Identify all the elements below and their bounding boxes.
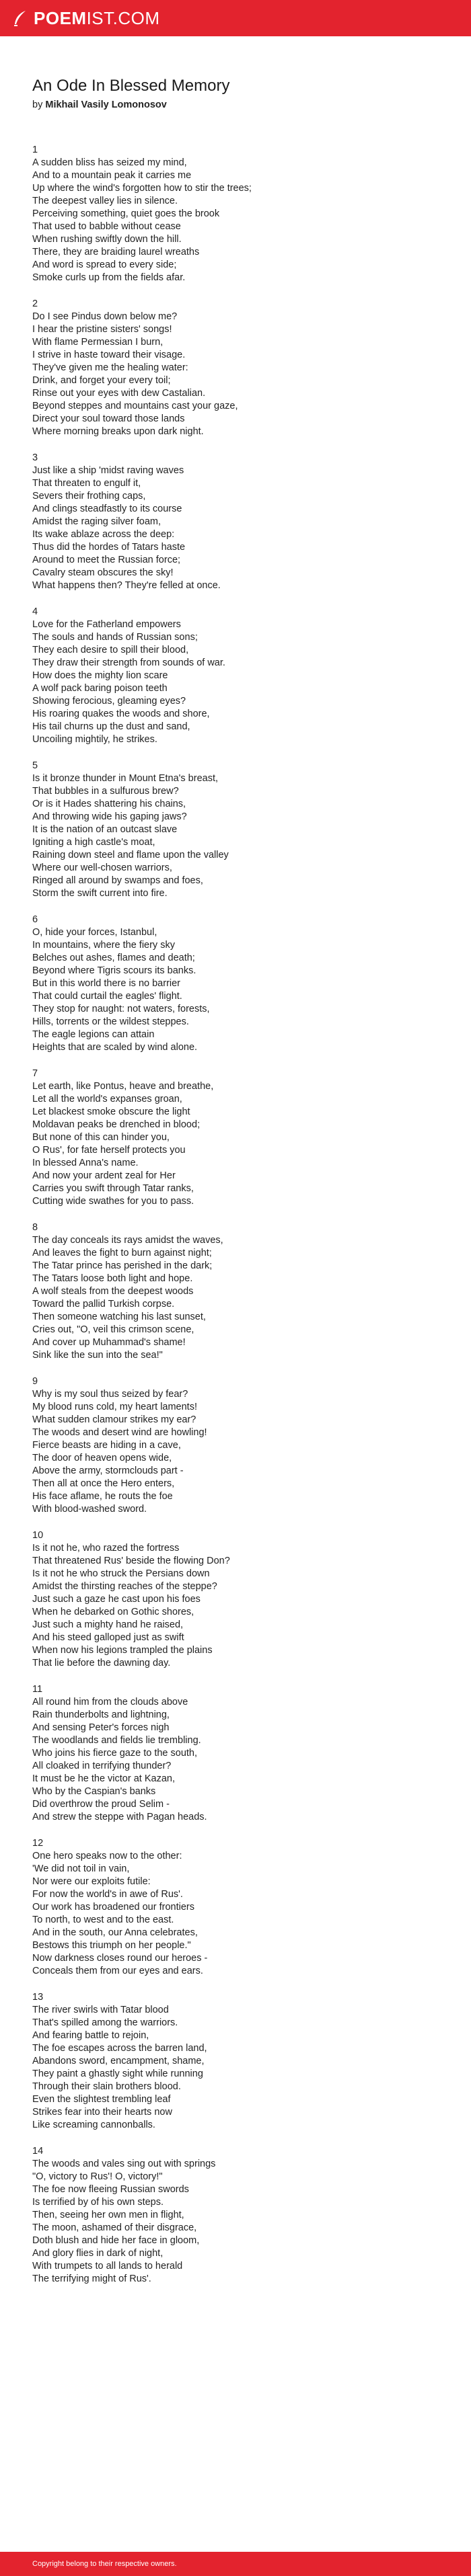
poem-line: Igniting a high castle's moat, bbox=[32, 837, 155, 848]
poem-line: All cloaked in terrifying thunder? bbox=[32, 1761, 172, 1771]
poem-line: But in this world there is no barrier bbox=[32, 978, 181, 989]
poem-line: Belches out ashes, flames and death; bbox=[32, 953, 195, 963]
poem-line: Ringed all around by swamps and foes, bbox=[32, 875, 203, 886]
poem-line: And in the south, our Anna celebrates, bbox=[32, 1927, 198, 1938]
poem-line: Amidst the thirsting reaches of the steppe? bbox=[32, 1581, 217, 1592]
poem-line: Nor were our exploits futile: bbox=[32, 1876, 151, 1887]
poem-line: That threaten to engulf it, bbox=[32, 478, 141, 489]
author-link[interactable]: Mikhail Vasily Lomonosov bbox=[45, 99, 167, 110]
stanza bbox=[32, 144, 439, 284]
poem-line: And throwing wide his gaping jaws? bbox=[32, 811, 187, 822]
poem-line: That used to babble without cease bbox=[32, 221, 181, 232]
poem-line: And sensing Peter's forces nigh bbox=[32, 1722, 170, 1733]
site-footer bbox=[0, 2552, 471, 2576]
poem-line: The woodlands and fields lie trembling. bbox=[32, 1735, 201, 1746]
stanza bbox=[32, 1991, 439, 2132]
poem-line: O, hide your forces, Istanbul, bbox=[32, 927, 157, 938]
poem-line: That lie before the dawning day. bbox=[32, 1658, 171, 1668]
poem-line: Drink, and forget your every toil; bbox=[32, 375, 171, 386]
poem-line: Bestows this triumph on her people." bbox=[32, 1940, 191, 1951]
poem-line: And word is spread to every side; bbox=[32, 259, 177, 270]
poem-line: That bubbles in a sulfurous brew? bbox=[32, 786, 179, 797]
poem-line: The moon, ashamed of their disgrace, bbox=[32, 2222, 197, 2233]
poem-line: Is terrified by of his own steps. bbox=[32, 2197, 164, 2208]
stanza-number: 2 bbox=[32, 298, 38, 309]
stanza bbox=[32, 1837, 439, 1978]
poem-line: They paint a ghastly sight while running bbox=[32, 2068, 203, 2079]
poem-line: And now your ardent zeal for Her bbox=[32, 1170, 176, 1181]
stanza-number: 1 bbox=[32, 145, 38, 155]
poem-line: Perceiving something, quiet goes the brook bbox=[32, 208, 220, 219]
poem-line: The door of heaven opens wide, bbox=[32, 1453, 172, 1463]
poem-line: They've given me the healing water: bbox=[32, 362, 188, 373]
poem-line: When he debarked on Gothic shores, bbox=[32, 1607, 194, 1617]
poem-line: Abandons sword, encampment, shame, bbox=[32, 2056, 205, 2066]
poem-line: Even the slightest trembling leaf bbox=[32, 2094, 171, 2105]
poem-line: Rain thunderbolts and lightning, bbox=[32, 1709, 170, 1720]
stanza-number: 4 bbox=[32, 606, 38, 617]
poem-line: The terrifying might of Rus'. bbox=[32, 2273, 151, 2284]
poem-line: Did overthrow the proud Selim - bbox=[32, 1799, 170, 1810]
poem-line: The woods and desert wind are howling! bbox=[32, 1427, 207, 1438]
stanza-number: 8 bbox=[32, 1222, 38, 1233]
poem-line: Beyond steppes and mountains cast your gaze, bbox=[32, 401, 238, 411]
poem-line: The foe now fleeing Russian swords bbox=[32, 2184, 189, 2195]
poem-line: In blessed Anna's name. bbox=[32, 1158, 139, 1168]
poem-line: "O, victory to Rus'! O, victory!" bbox=[32, 2171, 163, 2182]
poem-line: The eagle legions can attain bbox=[32, 1029, 155, 1040]
poem-line: Thus did the hordes of Tatars haste bbox=[32, 542, 186, 553]
by-label: by bbox=[32, 99, 43, 110]
stanza-number: 10 bbox=[32, 1530, 44, 1541]
poem-line: I strive in haste toward their visage. bbox=[32, 350, 186, 360]
poem-line: One hero speaks now to the other: bbox=[32, 1851, 182, 1861]
stanza-number: 3 bbox=[32, 452, 38, 463]
poem-line: And glory flies in dark of night, bbox=[32, 2248, 164, 2259]
poem-line: Severs their frothing caps, bbox=[32, 491, 146, 501]
poem-content bbox=[0, 36, 471, 2286]
poem-line: Do I see Pindus down below me? bbox=[32, 311, 178, 322]
poem-line: Beyond where Tigris scours its banks. bbox=[32, 965, 196, 976]
poem-line: Sink like the sun into the sea!" bbox=[32, 1350, 163, 1361]
poem-byline bbox=[32, 99, 439, 110]
poem-line: With flame Permessian I burn, bbox=[32, 337, 164, 348]
poem-line: A sudden bliss has seized my mind, bbox=[32, 157, 187, 168]
poem-line: His roaring quakes the woods and shore, bbox=[32, 709, 210, 719]
stanza bbox=[32, 2145, 439, 2286]
poem-line: And clings steadfastly to its course bbox=[32, 504, 182, 514]
poem-line: The deepest valley lies in silence. bbox=[32, 196, 178, 206]
stanza bbox=[32, 1683, 439, 1824]
poem-line: They stop for naught: not waters, forests, bbox=[32, 1004, 210, 1014]
poem-line: In mountains, where the fiery sky bbox=[32, 940, 175, 951]
stanza bbox=[32, 1375, 439, 1516]
stanza-number: 13 bbox=[32, 1992, 44, 2003]
poem-line: Is it not he, who razed the fortress bbox=[32, 1543, 180, 1554]
poem-line: And strew the steppe with Pagan heads. bbox=[32, 1812, 207, 1822]
poem-line: What sudden clamour strikes my ear? bbox=[32, 1414, 196, 1425]
poem-line: That's spilled among the warriors. bbox=[32, 2017, 178, 2028]
poem-line: Up where the wind's forgotten how to stir the trees; bbox=[32, 183, 252, 194]
poem-line: But none of this can hinder you, bbox=[32, 1132, 170, 1143]
poem-line: Rinse out your eyes with dew Castalian. bbox=[32, 388, 206, 399]
stanza-number: 12 bbox=[32, 1838, 44, 1849]
poem-line: Doth blush and hide her face in gloom, bbox=[32, 2235, 200, 2246]
poem-line: When rushing swiftly down the hill. bbox=[32, 234, 182, 245]
poem-line: The Tatar prince has perished in the dark; bbox=[32, 1260, 213, 1271]
poem-line: Let all the world's expanses groan, bbox=[32, 1094, 182, 1104]
stanza-number: 14 bbox=[32, 2146, 44, 2157]
poem-line: Is it bronze thunder in Mount Etna's breast, bbox=[32, 773, 219, 784]
poem-line: They each desire to spill their blood, bbox=[32, 645, 189, 655]
poem-line: And his steed galloped just as swift bbox=[32, 1632, 184, 1643]
poem-line: Hills, torrents or the wildest steppes. bbox=[32, 1016, 189, 1027]
poem-line: Let blackest smoke obscure the light bbox=[32, 1106, 190, 1117]
poem-line: Direct your soul toward those lands bbox=[32, 413, 185, 424]
poem-title: An Ode In Blessed Memory bbox=[32, 77, 230, 95]
poem-line: It must be he the victor at Kazan, bbox=[32, 1773, 175, 1784]
poem-body bbox=[32, 144, 439, 2286]
stanza bbox=[32, 606, 439, 746]
quill-icon bbox=[12, 9, 28, 27]
logo-text-light: IST.COM bbox=[86, 7, 160, 28]
poem-line: It is the nation of an outcast slave bbox=[32, 824, 178, 835]
poem-line: Amidst the raging silver foam, bbox=[32, 516, 161, 527]
poem-line: All round him from the clouds above bbox=[32, 1697, 188, 1707]
poem-line: Through their slain brothers blood. bbox=[32, 2081, 181, 2092]
logo-text-bold: POEM bbox=[34, 7, 87, 28]
poem-line: Its wake ablaze across the deep: bbox=[32, 529, 175, 540]
poem-line: Heights that are scaled by wind alone. bbox=[32, 1042, 198, 1053]
stanza-number: 6 bbox=[32, 914, 38, 925]
poem-line: Conceals them from our eyes and ears. bbox=[32, 1966, 203, 1976]
poem-line: Where morning breaks upon dark night. bbox=[32, 426, 204, 437]
poem-line: There, they are braiding laurel wreaths bbox=[32, 247, 200, 257]
poem-line: Just such a gaze he cast upon his foes bbox=[32, 1594, 201, 1605]
stanza bbox=[32, 760, 439, 900]
poem-line: Storm the swift current into fire. bbox=[32, 888, 168, 899]
poem-line: Moldavan peaks be drenched in blood; bbox=[32, 1119, 201, 1130]
poem-line: Cavalry steam obscures the sky! bbox=[32, 567, 174, 578]
stanza bbox=[32, 914, 439, 1054]
poem-line: His tail churns up the dust and sand, bbox=[32, 721, 190, 732]
poem-line: When now his legions trampled the plains bbox=[32, 1645, 213, 1656]
poem-line: Cutting wide swathes for you to pass. bbox=[32, 1196, 194, 1207]
poem-line: For now the world's in awe of Rus'. bbox=[32, 1889, 183, 1900]
poem-line: Around to meet the Russian force; bbox=[32, 555, 181, 565]
poem-line: Where our well-chosen warriors, bbox=[32, 862, 172, 873]
stanza bbox=[32, 1221, 439, 1362]
poem-line: Toward the pallid Turkish corpse. bbox=[32, 1299, 175, 1310]
poem-line: Just such a mighty hand he raised, bbox=[32, 1619, 184, 1630]
poem-line: And to a mountain peak it carries me bbox=[32, 170, 192, 181]
poem-line: With blood-washed sword. bbox=[32, 1504, 147, 1515]
stanza-number: 11 bbox=[32, 1684, 43, 1695]
poem-line: And cover up Muhammad's shame! bbox=[32, 1337, 186, 1348]
poem-line: Like screaming cannonballs. bbox=[32, 2120, 155, 2130]
poem-line: They draw their strength from sounds of war. bbox=[32, 657, 225, 668]
stanza-number: 7 bbox=[32, 1068, 38, 1079]
poem-line: My blood runs cold, my heart laments! bbox=[32, 1402, 197, 1412]
poem-line: The woods and vales sing out with springs bbox=[32, 2159, 216, 2169]
poem-line: A wolf steals from the deepest woods bbox=[32, 1286, 194, 1297]
poem-line: With trumpets to all lands to herald bbox=[32, 2261, 183, 2271]
stanza-number: 9 bbox=[32, 1376, 38, 1387]
poem-line: His face aflame, he routs the foe bbox=[32, 1491, 173, 1502]
poem-line: A wolf pack baring poison teeth bbox=[32, 683, 168, 694]
poem-line: Who joins his fierce gaze to the south, bbox=[32, 1748, 198, 1759]
stanza bbox=[32, 1068, 439, 1208]
poem-line: What happens then? They're felled at once. bbox=[32, 580, 221, 591]
copyright-text: Copyright belong to their respective owners. bbox=[32, 2560, 177, 2568]
poem-line: And fearing battle to rejoin, bbox=[32, 2030, 149, 2041]
poem-line: Is it not he who struck the Persians down bbox=[32, 1568, 210, 1579]
poem-line: Then all at once the Hero enters, bbox=[32, 1478, 175, 1489]
poem-line: Then someone watching his last sunset, bbox=[32, 1312, 206, 1322]
poem-line: Raining down steel and flame upon the valley bbox=[32, 850, 229, 860]
poem-line: Who by the Caspian's banks bbox=[32, 1786, 156, 1797]
stanza bbox=[32, 298, 439, 438]
poem-line: I hear the pristine sisters' songs! bbox=[32, 324, 172, 335]
poem-line: To north, to west and to the east. bbox=[32, 1915, 174, 1925]
poem-line: 'We did not toil in vain, bbox=[32, 1863, 130, 1874]
poem-line: Uncoiling mightily, he strikes. bbox=[32, 734, 157, 745]
poem-line: Let earth, like Pontus, heave and breathe, bbox=[32, 1081, 214, 1092]
site-header bbox=[0, 0, 471, 36]
poem-line: O Rus', for fate herself protects you bbox=[32, 1145, 186, 1156]
poem-line: Fierce beasts are hiding in a cave, bbox=[32, 1440, 181, 1451]
poem-line: That threatened Rus' beside the flowing Don? bbox=[32, 1556, 230, 1566]
poem-line: The foe escapes across the barren land, bbox=[32, 2043, 207, 2054]
poem-line: The day conceals its rays amidst the waves, bbox=[32, 1235, 223, 1246]
poem-line: Why is my soul thus seized by fear? bbox=[32, 1389, 188, 1400]
poem-line: Above the army, stormclouds part - bbox=[32, 1465, 184, 1476]
poem-line: Just like a ship 'midst raving waves bbox=[32, 465, 184, 476]
poem-line: Strikes fear into their hearts now bbox=[32, 2107, 172, 2118]
poem-line: Our work has broadened our frontiers bbox=[32, 1902, 194, 1913]
stanza bbox=[32, 1529, 439, 1670]
poem-line: Showing ferocious, gleaming eyes? bbox=[32, 696, 186, 707]
poem-line: Cries out, "O, veil this crimson scene, bbox=[32, 1324, 194, 1335]
poem-line: Or is it Hades shattering his chains, bbox=[32, 799, 186, 809]
poem-line: Now darkness closes round our heroes - bbox=[32, 1953, 208, 1964]
poem-line: Then, seeing her own men in flight, bbox=[32, 2210, 184, 2220]
poem-line: How does the mighty lion scare bbox=[32, 670, 168, 681]
poem-line: Smoke curls up from the fields afar. bbox=[32, 272, 186, 283]
site-logo[interactable] bbox=[12, 8, 160, 29]
poem-line: The souls and hands of Russian sons; bbox=[32, 632, 198, 643]
stanza-number: 5 bbox=[32, 760, 38, 771]
poem-line: Carries you swift through Tatar ranks, bbox=[32, 1183, 194, 1194]
poem-line: That could curtail the eagles' flight. bbox=[32, 991, 182, 1002]
stanza bbox=[32, 452, 439, 592]
poem-line: Love for the Fatherland empowers bbox=[32, 619, 181, 630]
poem-line: The Tatars loose both light and hope. bbox=[32, 1273, 193, 1284]
poem-line: The river swirls with Tatar blood bbox=[32, 2005, 169, 2015]
poem-line: And leaves the fight to burn against night; bbox=[32, 1248, 212, 1258]
